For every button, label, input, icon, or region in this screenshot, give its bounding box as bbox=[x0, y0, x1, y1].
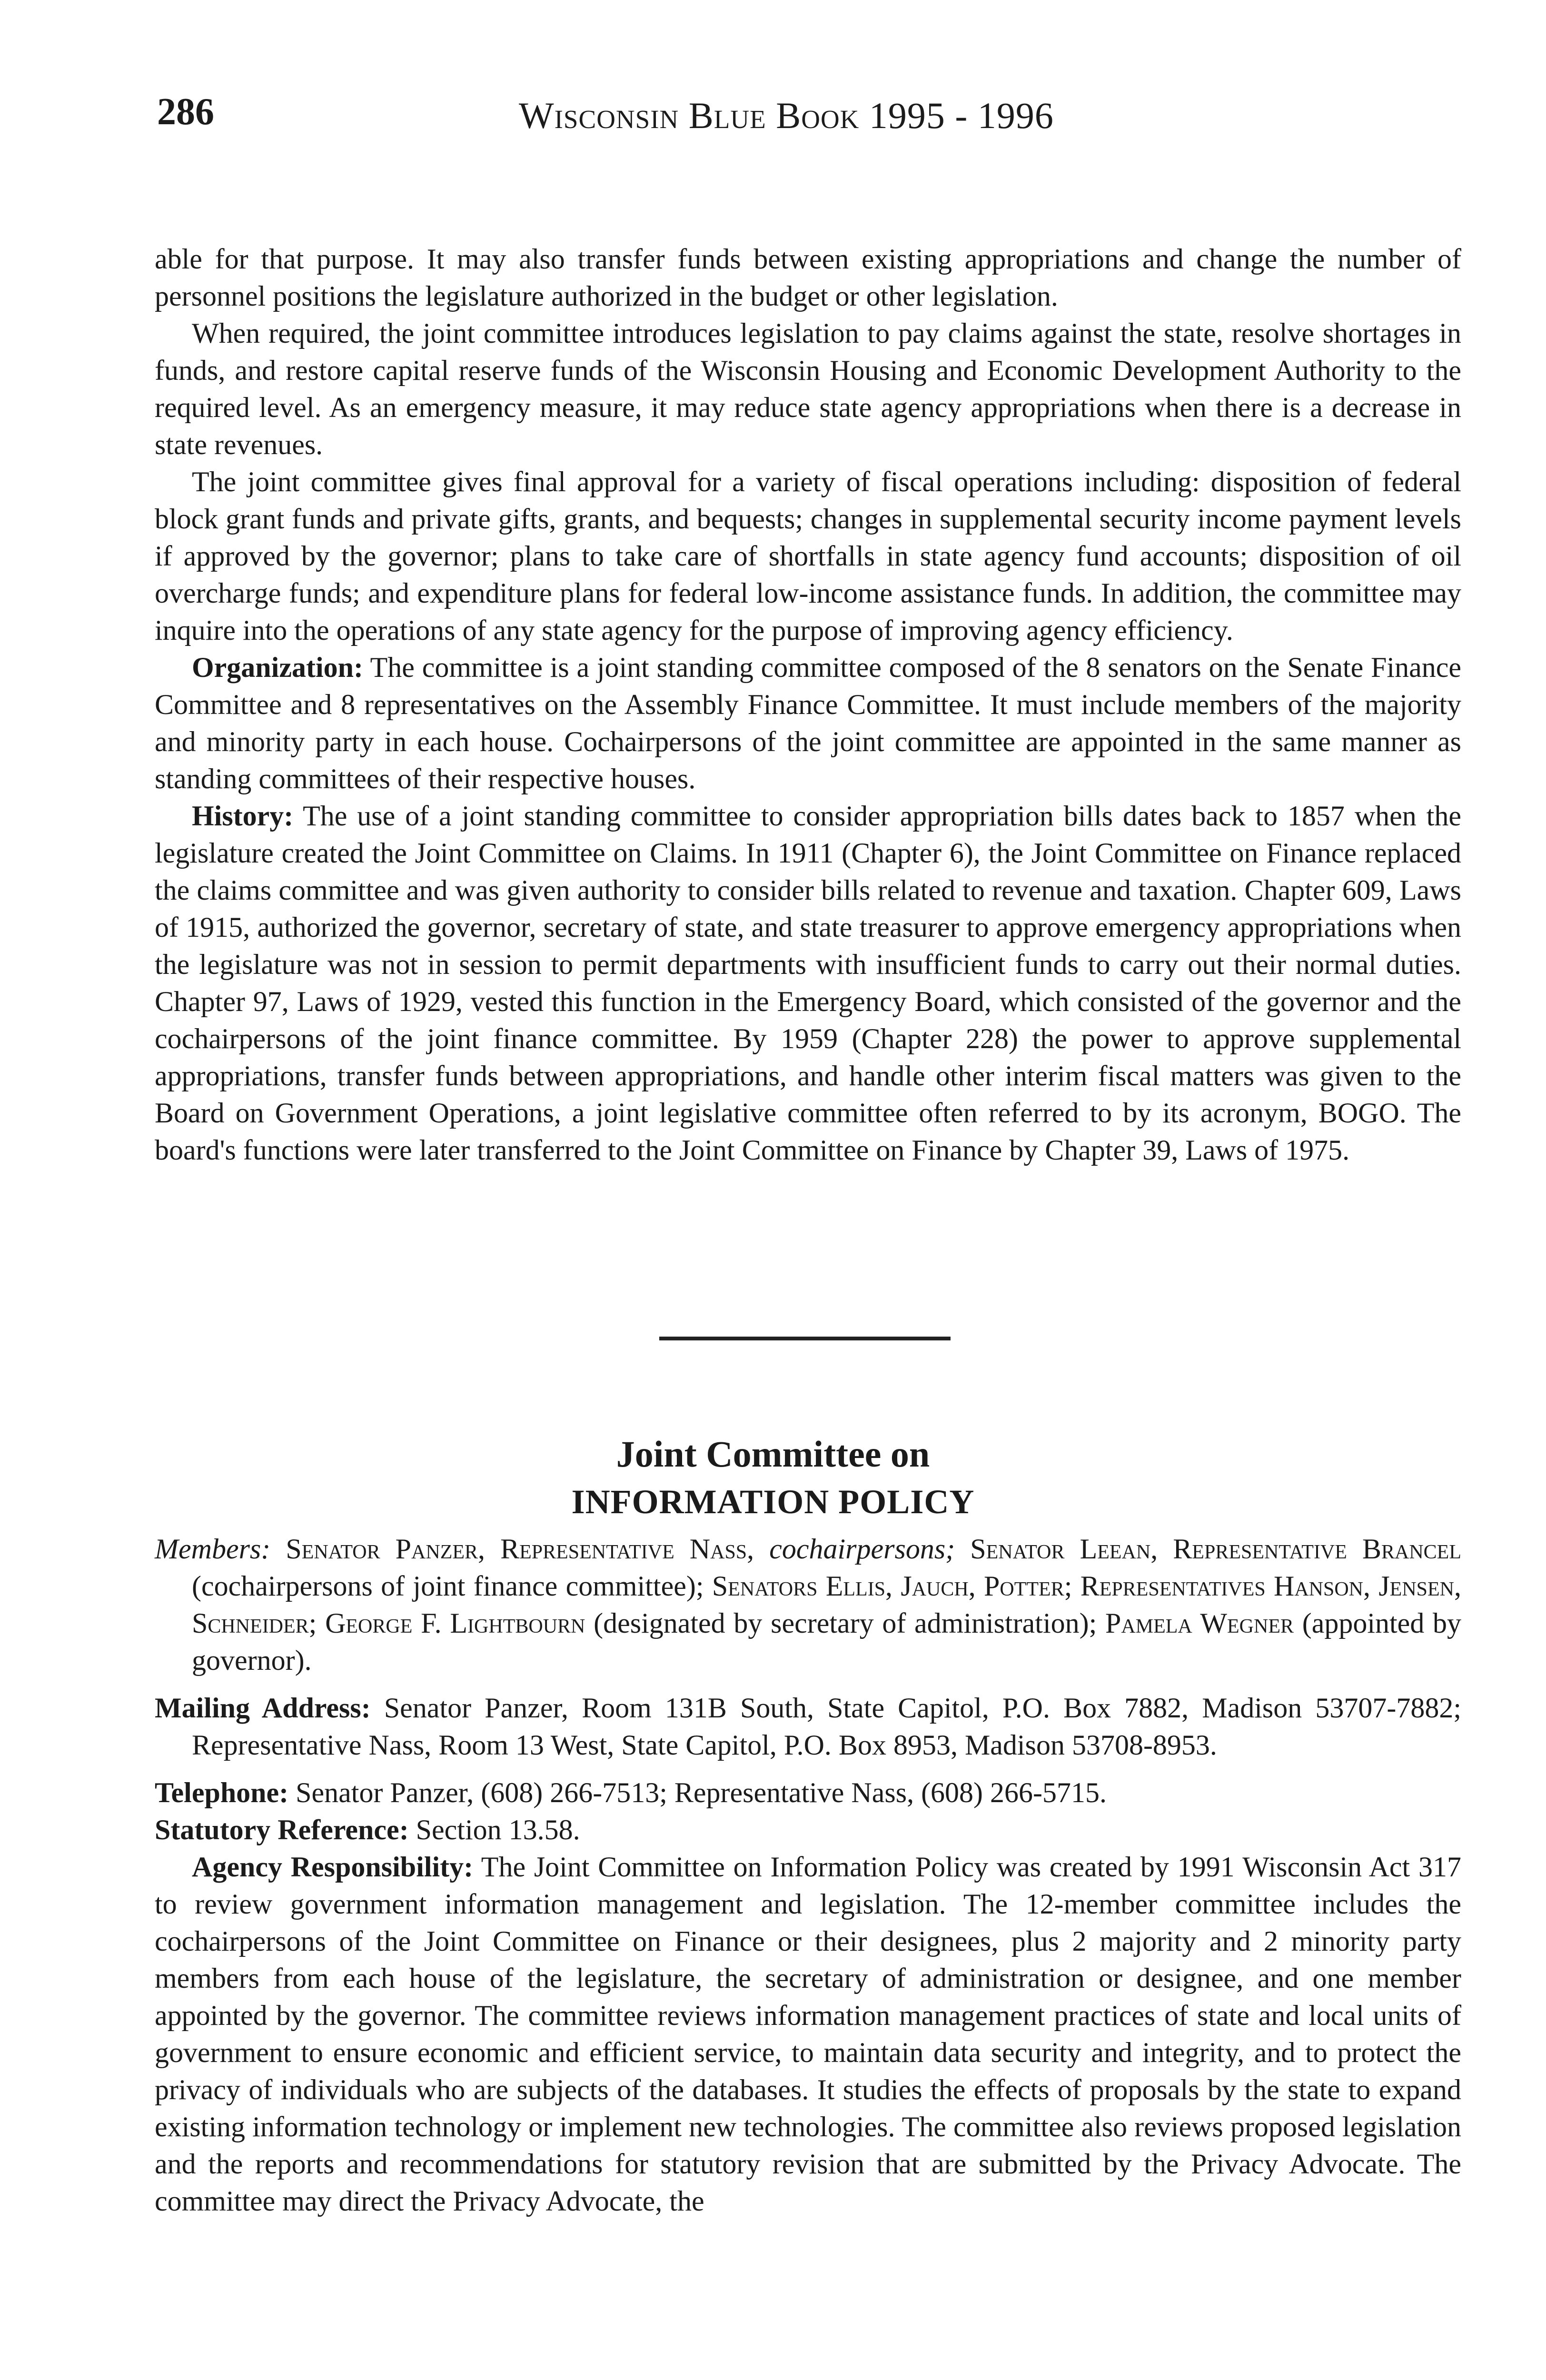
agency-responsibility-paragraph bbox=[155, 1848, 1461, 2220]
paragraph-fiscal-operations: The joint committee gives final approval for a variety of fiscal operations including: disposition of federal block grant funds and private gifts, grants, and bequests; changes in supplemental security income payment levels if approved by the governor; plans to take care of shortfalls in state agency fund accounts; disposition of oil overcharge funds; and expenditure plans for federal low-income assistance funds. In addition, the committee may inquire into the operations of any state agency for the purpose of improving agency efficiency. bbox=[155, 466, 1461, 646]
telephone-text: Senator Panzer, (608) 266-7513; Representative Nass, (608) 266-5715. bbox=[296, 1777, 1107, 1808]
history-label: History: bbox=[192, 800, 294, 832]
statutory-reference-paragraph bbox=[155, 1811, 1461, 1848]
mailing-address-text: Senator Panzer, Room 131B South, State Capitol, P.O. Box 7882, Madison 53707-7882; Representative Nass, Room 13 West, State Capitol, P.O. Box 8953, Madison 53708-8953. bbox=[192, 1692, 1462, 1761]
paragraph-organization bbox=[155, 649, 1461, 797]
mailing-address-label: Mailing Address: bbox=[155, 1692, 371, 1724]
agency-responsibility-label: Agency Responsibility: bbox=[192, 1851, 474, 1883]
organization-text: The committee is a joint standing committee composed of the 8 senators on the Senate Finance Committee and 8 representatives on the Assembly Finance Committee. It must include members of the majority and minority party in each house. Cochairpersons of the joint committee are appointed in the same manner as standing committees of their respective houses. bbox=[155, 652, 1461, 794]
members-designation-note: (designated by secretary of administration); bbox=[594, 1607, 1097, 1639]
members-appointee-note: (appointed by governor). bbox=[192, 1607, 1462, 1676]
members-label: Members: bbox=[155, 1533, 271, 1565]
section-title-line1: Joint Committee on bbox=[616, 1433, 930, 1475]
organization-label: Organization: bbox=[192, 652, 363, 683]
information-policy-section bbox=[155, 1530, 1461, 2220]
members-finance-cochairs: Senator Leean, Representative Brancel bbox=[970, 1533, 1461, 1565]
running-title: Wisconsin Blue Book 1995 - 1996 bbox=[519, 95, 1054, 136]
statutory-reference-text: Section 13.58. bbox=[416, 1814, 580, 1845]
members-paragraph bbox=[155, 1530, 1461, 1679]
statutory-reference-label: Statutory Reference: bbox=[155, 1814, 409, 1845]
paragraph-continuation: able for that purpose. It may also transfer funds between existing appropriations and change the number of personnel positions the legislature authorized in the budget or other legislation. bbox=[155, 243, 1461, 312]
agency-responsibility-text: The Joint Committee on Information Policy was created by 1991 Wisconsin Act 317 to review government information management and legislation. The 12-member committee includes the cochairpersons of the Joint Committee on Finance or their designees, plus 2 majority and 2 minority party members from each house of the legislature, the secretary of administration or designee, and one member appointed by the governor. The committee reviews information management practices of state and local units of government to ensure economic and efficient service, to maintain data security and integrity, and to protect the privacy of individuals who are subjects of the databases. It studies the effects of proposals by the state to expand existing information technology or implement new technologies. The committee also reviews proposed legislation and the reports and recommendations for statutory revision that are submitted by the Privacy Advocate. The committee may direct the Privacy Advocate, the bbox=[155, 1851, 1461, 2217]
telephone-paragraph bbox=[155, 1774, 1461, 1811]
members-cochair-role: cochairpersons; bbox=[769, 1533, 955, 1565]
page-number: 286 bbox=[157, 91, 214, 133]
members-list: Senators Ellis, Jauch, Potter; Representatives Hanson, Jensen, Schneider; George F. Lightbourn bbox=[192, 1570, 1461, 1639]
section-title-line2: INFORMATION POLICY bbox=[571, 1483, 975, 1521]
telephone-label: Telephone: bbox=[155, 1777, 289, 1808]
members-finance-note: (cochairpersons of joint finance committee); bbox=[192, 1570, 704, 1602]
section-divider bbox=[659, 1337, 951, 1340]
members-appointee: Pamela Wegner bbox=[1105, 1607, 1294, 1639]
history-text: The use of a joint standing committee to consider appropriation bills dates back to 1857 when the legislature created the Joint Committee on Claims. In 1911 (Chapter 6), the Joint Committee on Finance replaced the claims committee and was given authority to consider bills related to revenue and taxation. Chapter 609, Laws of 1915, authorized the governor, secretary of state, and state treasurer to approve emergency appropriations when the legislature was not in session to permit departments with insufficient funds to carry out their normal duties. Chapter 97, Laws of 1929, vested this function in the Emergency Board, which consisted of the governor and the cochairpersons of the joint finance committee. By 1959 (Chapter 228) the power to approve supplemental appropriations, transfer funds between appropriations, and handle other interim fiscal matters was given to the Board on Government Operations, a joint legislative committee often referred to by its acronym, BOGO. The board's functions were later transferred to the Joint Committee on Finance by Chapter 39, Laws of 1975. bbox=[155, 800, 1461, 1166]
mailing-address-paragraph bbox=[155, 1689, 1461, 1764]
page-header bbox=[0, 88, 1546, 145]
finance-committee-section bbox=[155, 240, 1461, 1169]
members-cochairs: Senator Panzer, Representative Nass, bbox=[286, 1533, 754, 1565]
paragraph-legislation: When required, the joint committee introduces legislation to pay claims against the state, resolve shortages in funds, and restore capital reserve funds of the Wisconsin Housing and Economic Development Authority to the required level. As an emergency measure, it may reduce state agency appropriations when there is a decrease in state revenues. bbox=[155, 317, 1461, 460]
paragraph-history bbox=[155, 797, 1461, 1169]
